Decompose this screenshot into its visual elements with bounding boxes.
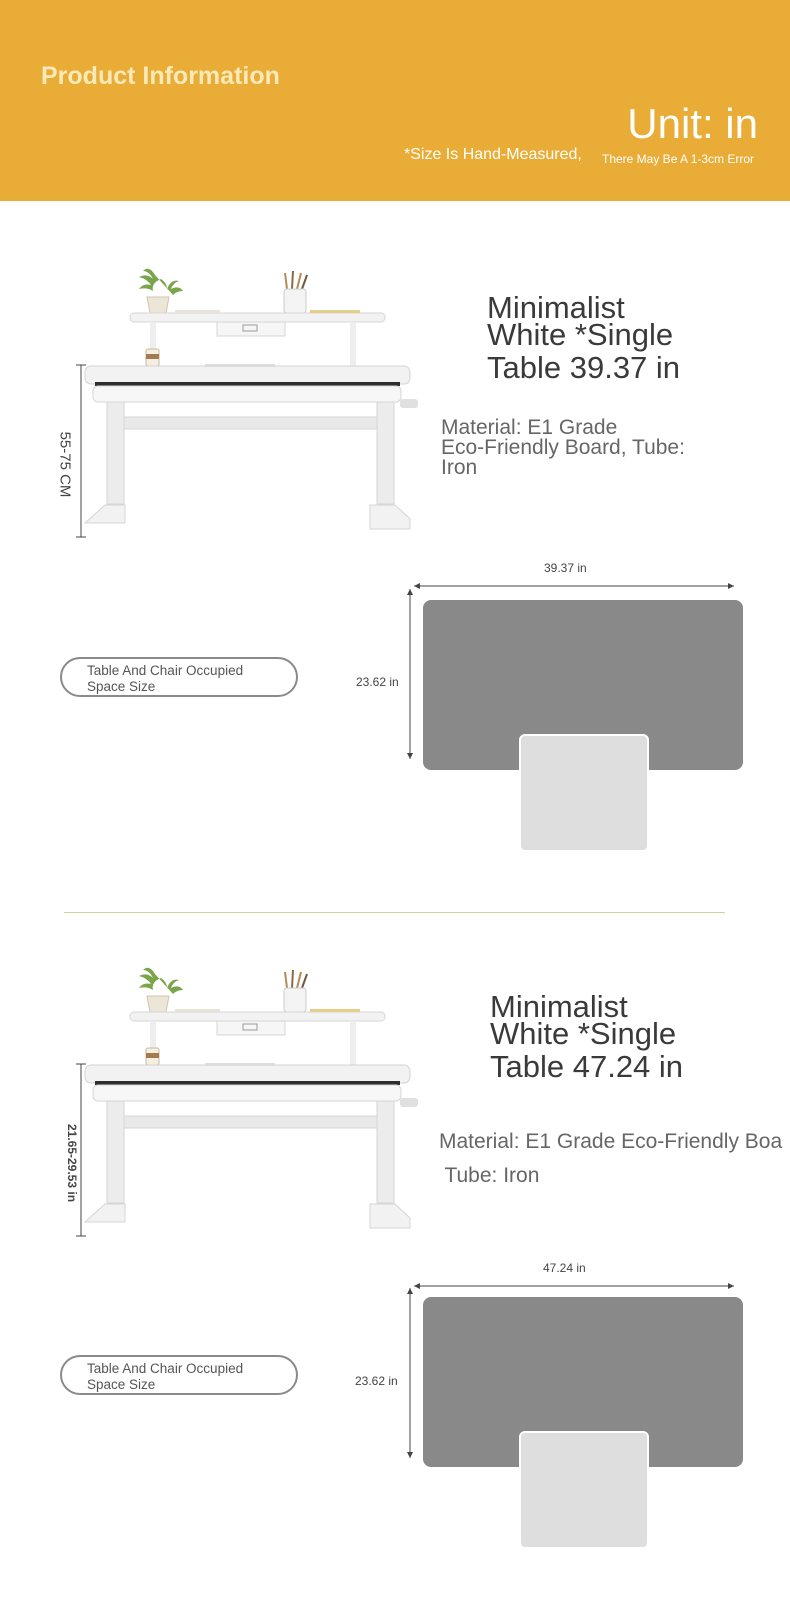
product-section-2 — [0, 900, 790, 1540]
desk-top — [85, 1065, 410, 1083]
coffee-cup-icon — [146, 349, 159, 366]
product-name: Minimalist White *Single Table 47.24 in — [490, 989, 684, 1084]
product-section-1 — [0, 201, 790, 841]
depth-label: 23.62 in — [356, 675, 399, 689]
desk-illustration — [55, 960, 435, 1250]
chair-footprint — [519, 734, 649, 852]
height-label: 21.65-29.53 in — [65, 1123, 79, 1203]
width-label: 39.37 in — [544, 561, 587, 575]
material-text: Material: E1 Grade Eco-Friendly Board, Tube: Iron — [441, 416, 685, 479]
desk-shelf — [130, 313, 385, 322]
space-size-badge: Table And Chair Occupied Space Size — [60, 657, 298, 697]
space-size-badge: Table And Chair Occupied Space Size — [60, 1355, 298, 1395]
desk-shelf — [130, 1012, 385, 1021]
material-text: Material: E1 Grade Eco-Friendly Boa Tube: Iron — [439, 1130, 783, 1187]
depth-arrow — [405, 587, 415, 763]
desk-illustration — [55, 261, 435, 551]
desk-top — [85, 366, 410, 384]
chair-footprint — [519, 1431, 649, 1549]
plant-icon — [139, 269, 183, 313]
page-title: Product Information — [41, 62, 280, 90]
width-arrow — [410, 1281, 740, 1291]
unit-label: Unit: in — [627, 100, 758, 147]
pencil-cup-icon — [284, 970, 307, 1012]
error-note: There May Be A 1-3cm Error — [602, 152, 755, 166]
product-name: Minimalist White *Single Table 39.37 in — [487, 290, 681, 385]
header-banner — [0, 0, 790, 201]
measure-note: *Size Is Hand-Measured, — [404, 146, 582, 163]
pencil-cup-icon — [284, 271, 307, 313]
coffee-cup-icon — [146, 1048, 159, 1065]
width-label: 47.24 in — [543, 1261, 586, 1275]
depth-arrow — [405, 1286, 415, 1462]
plant-icon — [139, 968, 183, 1012]
depth-label: 23.62 in — [355, 1374, 398, 1388]
width-arrow — [410, 581, 740, 591]
height-label: 55-75 CM — [56, 431, 74, 498]
